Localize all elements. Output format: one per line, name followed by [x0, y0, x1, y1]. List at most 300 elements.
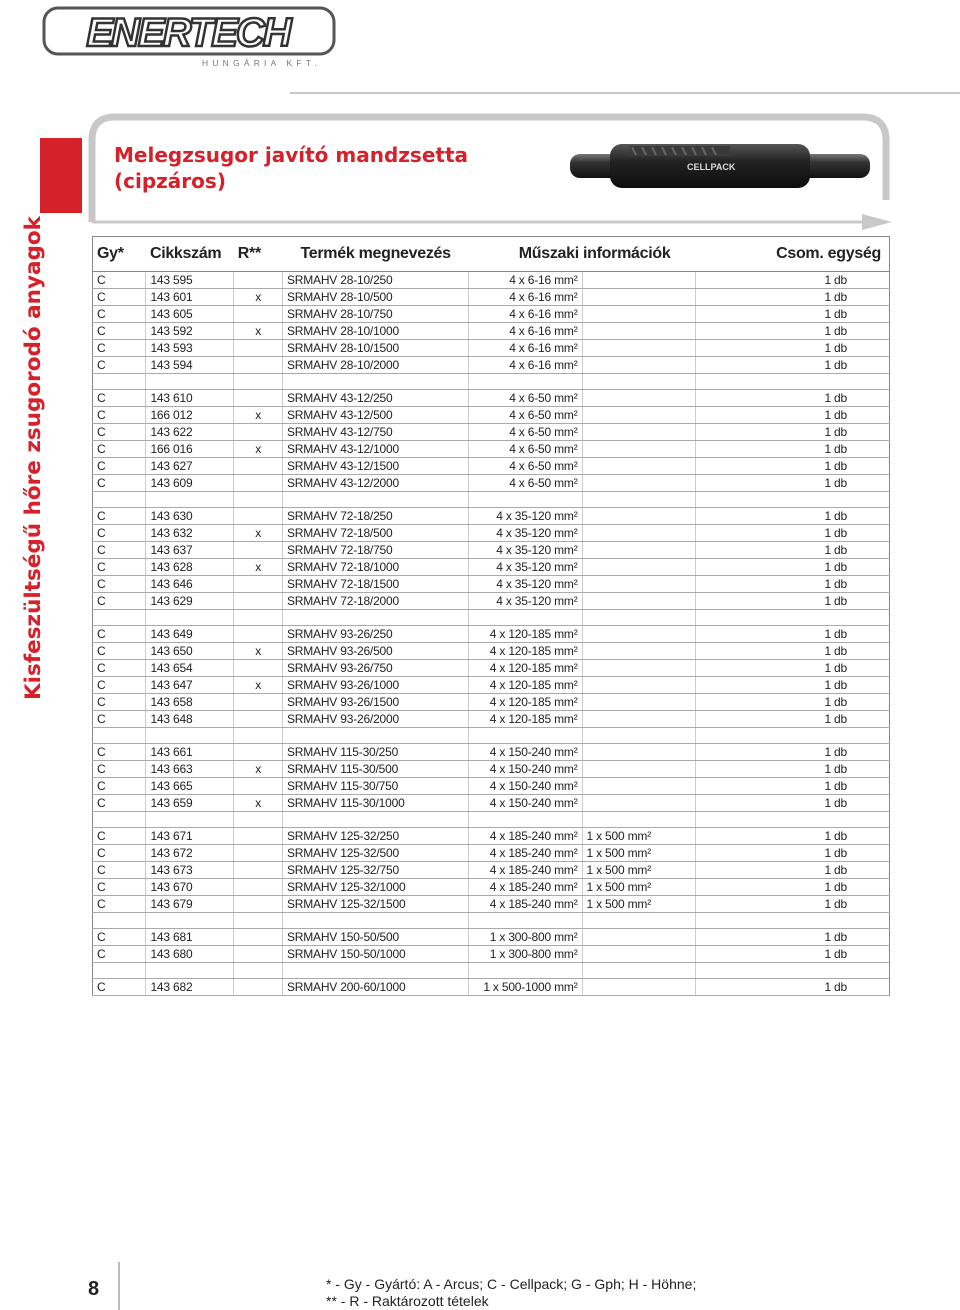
- table-spacer-cell: [146, 963, 234, 979]
- table-row: [93, 390, 890, 407]
- cell-gy: C: [93, 593, 146, 610]
- cell-unit: 1 db: [695, 711, 889, 728]
- cell-gy: C: [93, 306, 146, 323]
- cell-gy: C: [93, 694, 146, 711]
- cell-termek: SRMAHV 72-18/250: [282, 508, 468, 525]
- footnote: [326, 1276, 696, 1310]
- cell-r: [234, 660, 283, 677]
- cell-cikkszam: 143 632: [146, 525, 234, 542]
- table-spacer-cell: [234, 728, 283, 744]
- table-row: [93, 761, 890, 778]
- cell-termek: SRMAHV 72-18/500: [282, 525, 468, 542]
- enertech-logo: [42, 6, 342, 68]
- cell-termek: SRMAHV 115-30/1000: [282, 795, 468, 812]
- cell-gy: C: [93, 475, 146, 492]
- table-spacer-cell: [469, 492, 582, 508]
- table-spacer-cell: [582, 728, 695, 744]
- cell-r: [234, 711, 283, 728]
- cell-r: [234, 879, 283, 896]
- cell-info: 4 x 6-50 mm²: [469, 475, 582, 492]
- cell-info: 4 x 35-120 mm²: [469, 576, 582, 593]
- cell-gy: C: [93, 424, 146, 441]
- table-spacer-cell: [695, 728, 889, 744]
- cell-r: [234, 946, 283, 963]
- cell-termek: SRMAHV 72-18/1500: [282, 576, 468, 593]
- cell-info: 1 x 300-800 mm²: [469, 946, 582, 963]
- table-spacer-cell: [582, 913, 695, 929]
- cell-info-extra: [582, 559, 695, 576]
- cell-info: 4 x 185-240 mm²: [469, 862, 582, 879]
- cell-cikkszam: 143 672: [146, 845, 234, 862]
- table-row: [93, 441, 890, 458]
- table-spacer-cell: [695, 610, 889, 626]
- cell-unit: 1 db: [695, 862, 889, 879]
- cell-info-extra: [582, 643, 695, 660]
- table-spacer-row: [93, 374, 890, 390]
- cell-info: 4 x 150-240 mm²: [469, 778, 582, 795]
- cell-r: [234, 929, 283, 946]
- table-row: [93, 542, 890, 559]
- cell-termek: SRMAHV 125-32/1500: [282, 896, 468, 913]
- cell-r: x: [234, 289, 283, 306]
- cell-unit: 1 db: [695, 979, 889, 996]
- cell-termek: SRMAHV 28-10/1000: [282, 323, 468, 340]
- cell-termek: SRMAHV 43-12/250: [282, 390, 468, 407]
- cell-unit: 1 db: [695, 576, 889, 593]
- cell-termek: SRMAHV 28-10/750: [282, 306, 468, 323]
- table-row: [93, 946, 890, 963]
- footnote-line2: ** - R - Raktározott tételek: [326, 1293, 489, 1309]
- cell-cikkszam: 143 650: [146, 643, 234, 660]
- cell-unit: 1 db: [695, 441, 889, 458]
- cell-r: x: [234, 525, 283, 542]
- cell-gy: C: [93, 979, 146, 996]
- cell-r: [234, 694, 283, 711]
- cell-termek: SRMAHV 43-12/1000: [282, 441, 468, 458]
- cell-info-extra: [582, 525, 695, 542]
- table-spacer-cell: [93, 374, 146, 390]
- table-row: [93, 744, 890, 761]
- table-spacer-cell: [582, 374, 695, 390]
- cell-termek: SRMAHV 93-26/1500: [282, 694, 468, 711]
- cell-info-extra: 1 x 500 mm²: [582, 879, 695, 896]
- cell-cikkszam: 143 592: [146, 323, 234, 340]
- cell-info: 4 x 185-240 mm²: [469, 828, 582, 845]
- cell-info-extra: [582, 458, 695, 475]
- cell-cikkszam: 143 671: [146, 828, 234, 845]
- cell-info-extra: [582, 929, 695, 946]
- cell-r: [234, 828, 283, 845]
- col-header-termek: Termék megnevezés: [282, 237, 468, 272]
- svg-text:ENERTECH: ENERTECH: [86, 11, 290, 55]
- cell-termek: SRMAHV 125-32/1000: [282, 879, 468, 896]
- cell-info-extra: [582, 626, 695, 643]
- cell-gy: C: [93, 946, 146, 963]
- cell-info-extra: [582, 424, 695, 441]
- cell-r: x: [234, 559, 283, 576]
- cell-info-extra: [582, 272, 695, 289]
- cell-r: [234, 626, 283, 643]
- table-row: [93, 458, 890, 475]
- cell-r: x: [234, 407, 283, 424]
- header-rule: [290, 92, 960, 94]
- cell-unit: 1 db: [695, 677, 889, 694]
- table-row: [93, 593, 890, 610]
- cell-info: 4 x 6-16 mm²: [469, 289, 582, 306]
- cell-gy: C: [93, 576, 146, 593]
- table-row: [93, 979, 890, 996]
- table-spacer-cell: [282, 913, 468, 929]
- cell-cikkszam: 143 670: [146, 879, 234, 896]
- cell-r: [234, 475, 283, 492]
- sidebar-accent: [40, 138, 82, 213]
- cell-r: [234, 778, 283, 795]
- table-spacer-cell: [93, 913, 146, 929]
- cell-gy: C: [93, 845, 146, 862]
- footnote-line1: * - Gy - Gyártó: A - Arcus; C - Cellpack; G - Gph; H - Höhne;: [326, 1276, 697, 1292]
- cell-info-extra: [582, 323, 695, 340]
- cell-r: [234, 306, 283, 323]
- cell-info-extra: [582, 475, 695, 492]
- cell-cikkszam: 143 682: [146, 979, 234, 996]
- cell-info-extra: [582, 407, 695, 424]
- table-spacer-cell: [146, 374, 234, 390]
- col-header-csom: Csom. egység: [695, 237, 889, 272]
- cell-unit: 1 db: [695, 744, 889, 761]
- table-spacer-cell: [146, 728, 234, 744]
- cell-unit: 1 db: [695, 508, 889, 525]
- table-row: [93, 896, 890, 913]
- cell-termek: SRMAHV 43-12/750: [282, 424, 468, 441]
- table-spacer-cell: [146, 913, 234, 929]
- cell-info: 4 x 35-120 mm²: [469, 525, 582, 542]
- cell-termek: SRMAHV 125-32/500: [282, 845, 468, 862]
- table-spacer-row: [93, 728, 890, 744]
- cell-cikkszam: 166 012: [146, 407, 234, 424]
- table-row: [93, 929, 890, 946]
- cell-gy: C: [93, 643, 146, 660]
- cell-info: 4 x 6-50 mm²: [469, 458, 582, 475]
- table-spacer-cell: [234, 610, 283, 626]
- table-row: [93, 711, 890, 728]
- cell-info-extra: [582, 744, 695, 761]
- cell-info: 4 x 120-185 mm²: [469, 660, 582, 677]
- cell-info: 4 x 6-16 mm²: [469, 323, 582, 340]
- cell-unit: 1 db: [695, 340, 889, 357]
- cell-termek: SRMAHV 125-32/750: [282, 862, 468, 879]
- table-spacer-cell: [93, 610, 146, 626]
- cell-info: 4 x 185-240 mm²: [469, 845, 582, 862]
- cell-gy: C: [93, 711, 146, 728]
- sidebar-category-label: Kisfeszültségű hőre zsugorodó anyagok: [21, 216, 46, 700]
- table-spacer-cell: [695, 374, 889, 390]
- cell-r: x: [234, 323, 283, 340]
- col-header-cikkszam: Cikkszám: [146, 237, 234, 272]
- cell-gy: C: [93, 795, 146, 812]
- cell-cikkszam: 143 630: [146, 508, 234, 525]
- table-spacer-cell: [234, 492, 283, 508]
- table-row: [93, 828, 890, 845]
- table-spacer-cell: [469, 728, 582, 744]
- cell-gy: C: [93, 390, 146, 407]
- table-spacer-cell: [282, 728, 468, 744]
- cell-unit: 1 db: [695, 946, 889, 963]
- table-row: [93, 424, 890, 441]
- cell-gy: C: [93, 761, 146, 778]
- cell-gy: C: [93, 525, 146, 542]
- cell-info-extra: [582, 357, 695, 374]
- cell-cikkszam: 143 637: [146, 542, 234, 559]
- cell-termek: SRMAHV 72-18/1000: [282, 559, 468, 576]
- table-spacer-row: [93, 812, 890, 828]
- cell-info-extra: [582, 795, 695, 812]
- table-row: [93, 660, 890, 677]
- table-spacer-cell: [282, 963, 468, 979]
- table-row: [93, 340, 890, 357]
- cell-r: [234, 340, 283, 357]
- cell-gy: C: [93, 896, 146, 913]
- cell-cikkszam: 143 605: [146, 306, 234, 323]
- table-spacer-cell: [582, 812, 695, 828]
- page-title-line1: Melegzsugor javító mandzsetta: [114, 143, 468, 167]
- cell-r: [234, 357, 283, 374]
- table-row: [93, 576, 890, 593]
- table-row: [93, 643, 890, 660]
- cell-r: x: [234, 677, 283, 694]
- cell-termek: SRMAHV 93-26/2000: [282, 711, 468, 728]
- cell-cikkszam: 143 594: [146, 357, 234, 374]
- page-title: [114, 142, 534, 194]
- cell-termek: SRMAHV 28-10/250: [282, 272, 468, 289]
- table-spacer-cell: [469, 963, 582, 979]
- cell-termek: SRMAHV 150-50/1000: [282, 946, 468, 963]
- table-row: [93, 475, 890, 492]
- cell-unit: 1 db: [695, 542, 889, 559]
- cell-termek: SRMAHV 72-18/2000: [282, 593, 468, 610]
- product-table: [92, 236, 890, 996]
- cell-cikkszam: 143 648: [146, 711, 234, 728]
- cell-termek: SRMAHV 28-10/1500: [282, 340, 468, 357]
- table-row: [93, 845, 890, 862]
- cell-r: [234, 542, 283, 559]
- cell-info-extra: [582, 390, 695, 407]
- col-header-gy: Gy*: [93, 237, 146, 272]
- table-spacer-cell: [234, 374, 283, 390]
- cell-unit: 1 db: [695, 896, 889, 913]
- table-row: [93, 778, 890, 795]
- table-spacer-cell: [93, 812, 146, 828]
- cell-unit: 1 db: [695, 761, 889, 778]
- cell-info-extra: [582, 576, 695, 593]
- table-spacer-cell: [695, 812, 889, 828]
- cell-info-extra: [582, 761, 695, 778]
- cell-info-extra: [582, 593, 695, 610]
- table-row: [93, 694, 890, 711]
- cell-cikkszam: 166 016: [146, 441, 234, 458]
- cell-info-extra: [582, 711, 695, 728]
- cell-info-extra: [582, 946, 695, 963]
- cell-gy: C: [93, 458, 146, 475]
- table-row: [93, 289, 890, 306]
- table-spacer-cell: [146, 492, 234, 508]
- cell-cikkszam: 143 673: [146, 862, 234, 879]
- cell-info: 4 x 6-16 mm²: [469, 306, 582, 323]
- table-spacer-cell: [469, 610, 582, 626]
- table-row: [93, 677, 890, 694]
- footer-rule: [118, 1262, 120, 1310]
- product-brand-label: CELLPACK: [687, 162, 736, 172]
- cell-gy: C: [93, 626, 146, 643]
- cell-info: 4 x 35-120 mm²: [469, 508, 582, 525]
- cell-gy: C: [93, 407, 146, 424]
- cell-r: [234, 390, 283, 407]
- table-spacer-row: [93, 610, 890, 626]
- cell-r: x: [234, 441, 283, 458]
- cell-info-extra: [582, 660, 695, 677]
- cell-info-extra: [582, 778, 695, 795]
- cell-r: [234, 424, 283, 441]
- col-header-r: R**: [234, 237, 283, 272]
- cell-unit: 1 db: [695, 643, 889, 660]
- cell-info: 4 x 6-50 mm²: [469, 390, 582, 407]
- table-row: [93, 323, 890, 340]
- cell-unit: 1 db: [695, 525, 889, 542]
- cell-termek: SRMAHV 115-30/750: [282, 778, 468, 795]
- cell-unit: 1 db: [695, 879, 889, 896]
- cell-cikkszam: 143 628: [146, 559, 234, 576]
- cell-unit: 1 db: [695, 458, 889, 475]
- cell-r: x: [234, 795, 283, 812]
- table-row: [93, 862, 890, 879]
- cell-gy: C: [93, 559, 146, 576]
- table-spacer-cell: [582, 963, 695, 979]
- table-spacer-cell: [282, 812, 468, 828]
- table-spacer-cell: [695, 963, 889, 979]
- cell-info: 4 x 120-185 mm²: [469, 626, 582, 643]
- table-row: [93, 525, 890, 542]
- table-spacer-cell: [695, 492, 889, 508]
- cell-gy: C: [93, 778, 146, 795]
- cell-termek: SRMAHV 93-26/500: [282, 643, 468, 660]
- cell-cikkszam: 143 663: [146, 761, 234, 778]
- cell-termek: SRMAHV 93-26/250: [282, 626, 468, 643]
- cell-termek: SRMAHV 150-50/500: [282, 929, 468, 946]
- table-spacer-cell: [469, 812, 582, 828]
- cell-gy: C: [93, 879, 146, 896]
- cell-gy: C: [93, 441, 146, 458]
- table-spacer-cell: [469, 374, 582, 390]
- cell-info: 1 x 300-800 mm²: [469, 929, 582, 946]
- cell-cikkszam: 143 622: [146, 424, 234, 441]
- cell-unit: 1 db: [695, 407, 889, 424]
- cell-cikkszam: 143 610: [146, 390, 234, 407]
- cell-cikkszam: 143 654: [146, 660, 234, 677]
- cell-info: 4 x 185-240 mm²: [469, 879, 582, 896]
- cell-unit: 1 db: [695, 559, 889, 576]
- cell-unit: 1 db: [695, 845, 889, 862]
- cell-info-extra: 1 x 500 mm²: [582, 845, 695, 862]
- cell-cikkszam: 143 681: [146, 929, 234, 946]
- table-row: [93, 879, 890, 896]
- cell-info: 4 x 120-185 mm²: [469, 677, 582, 694]
- cell-info: 4 x 6-16 mm²: [469, 272, 582, 289]
- table-spacer-cell: [234, 913, 283, 929]
- cell-info: 4 x 120-185 mm²: [469, 694, 582, 711]
- table-spacer-cell: [282, 492, 468, 508]
- cell-r: [234, 508, 283, 525]
- cell-gy: C: [93, 357, 146, 374]
- cell-gy: C: [93, 677, 146, 694]
- cell-cikkszam: 143 658: [146, 694, 234, 711]
- cell-info-extra: [582, 542, 695, 559]
- cell-gy: C: [93, 542, 146, 559]
- cell-termek: SRMAHV 43-12/2000: [282, 475, 468, 492]
- cell-info: 4 x 120-185 mm²: [469, 643, 582, 660]
- cell-termek: SRMAHV 200-60/1000: [282, 979, 468, 996]
- cell-cikkszam: 143 647: [146, 677, 234, 694]
- cell-termek: SRMAHV 43-12/1500: [282, 458, 468, 475]
- cell-info-extra: [582, 979, 695, 996]
- cell-termek: SRMAHV 115-30/250: [282, 744, 468, 761]
- cell-info: 4 x 185-240 mm²: [469, 896, 582, 913]
- table-row: [93, 357, 890, 374]
- cell-info: 4 x 35-120 mm²: [469, 593, 582, 610]
- cell-cikkszam: 143 627: [146, 458, 234, 475]
- cell-unit: 1 db: [695, 272, 889, 289]
- table-spacer-cell: [93, 728, 146, 744]
- table-row: [93, 626, 890, 643]
- cell-gy: C: [93, 862, 146, 879]
- cell-info-extra: 1 x 500 mm²: [582, 862, 695, 879]
- cell-unit: 1 db: [695, 626, 889, 643]
- cell-r: [234, 272, 283, 289]
- product-image: [570, 136, 870, 196]
- table-spacer-cell: [282, 374, 468, 390]
- cell-info: 4 x 6-50 mm²: [469, 424, 582, 441]
- cell-info: 4 x 35-120 mm²: [469, 559, 582, 576]
- cell-info: 4 x 150-240 mm²: [469, 761, 582, 778]
- cell-info: 4 x 6-50 mm²: [469, 441, 582, 458]
- cell-unit: 1 db: [695, 795, 889, 812]
- table-row: [93, 795, 890, 812]
- table-body: [93, 272, 890, 996]
- cell-cikkszam: 143 679: [146, 896, 234, 913]
- cell-r: [234, 593, 283, 610]
- cell-gy: C: [93, 828, 146, 845]
- cell-r: [234, 896, 283, 913]
- cell-info-extra: [582, 508, 695, 525]
- cell-info-extra: 1 x 500 mm²: [582, 896, 695, 913]
- cell-unit: 1 db: [695, 424, 889, 441]
- table-row: [93, 407, 890, 424]
- table-row: [93, 508, 890, 525]
- cell-gy: C: [93, 323, 146, 340]
- cell-cikkszam: 143 609: [146, 475, 234, 492]
- cell-info-extra: [582, 694, 695, 711]
- table-spacer-cell: [282, 610, 468, 626]
- cell-info: 4 x 120-185 mm²: [469, 711, 582, 728]
- cell-r: [234, 744, 283, 761]
- cell-termek: SRMAHV 93-26/750: [282, 660, 468, 677]
- cell-info-extra: [582, 289, 695, 306]
- cell-gy: C: [93, 272, 146, 289]
- cell-unit: 1 db: [695, 778, 889, 795]
- cell-cikkszam: 143 680: [146, 946, 234, 963]
- cell-cikkszam: 143 665: [146, 778, 234, 795]
- cell-info: 4 x 6-16 mm²: [469, 357, 582, 374]
- cell-unit: 1 db: [695, 694, 889, 711]
- cell-cikkszam: 143 661: [146, 744, 234, 761]
